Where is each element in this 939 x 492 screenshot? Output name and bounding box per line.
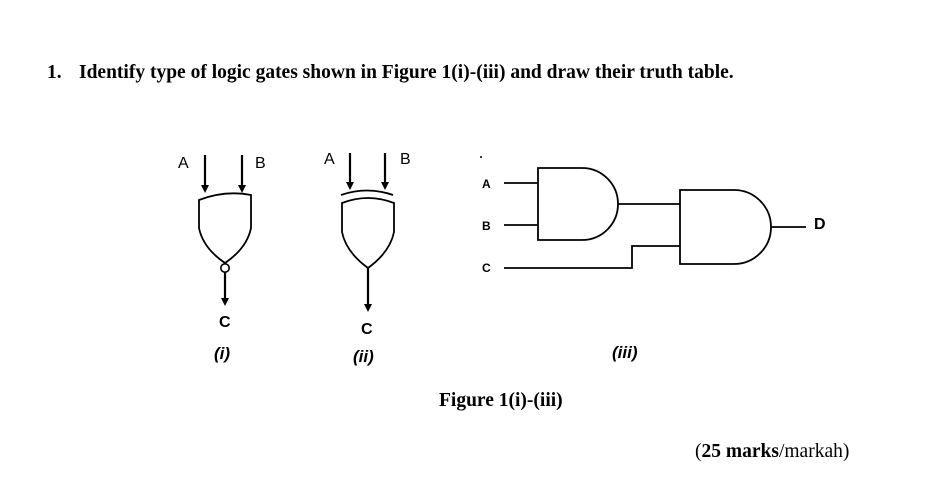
gate-iii-input-b-label: B bbox=[482, 219, 491, 233]
gate-ii-output-label: C bbox=[361, 321, 373, 338]
marks-rest: /markah) bbox=[778, 441, 850, 462]
gate-i-sublabel: (i) bbox=[214, 344, 231, 363]
gate-ii-xor-extra-curve bbox=[341, 191, 393, 196]
gate-i-inversion-bubble bbox=[221, 264, 229, 272]
gate-iii-input-a-label: A bbox=[482, 177, 491, 191]
gate-i-nor bbox=[178, 155, 266, 363]
gate-i-output-label: C bbox=[219, 314, 231, 331]
gate-iii-sublabel: (iii) bbox=[612, 343, 638, 362]
marks-open: ( bbox=[695, 441, 702, 462]
gate-ii-sublabel: (ii) bbox=[353, 347, 374, 366]
gate-iii-wire-c bbox=[504, 246, 680, 268]
gate-i-input-a-label: A bbox=[178, 155, 189, 172]
gate-ii-input-a-label: A bbox=[324, 151, 335, 168]
gate-iii-and-gate-2 bbox=[680, 190, 771, 264]
gate-iii-output-label: D bbox=[814, 216, 826, 233]
gate-iii-input-c-label: C bbox=[482, 261, 491, 275]
figure-caption: Figure 1(i)-(iii) bbox=[439, 390, 563, 411]
marks-allocation bbox=[695, 441, 849, 463]
gate-iii-and-gate-1 bbox=[538, 168, 618, 240]
question-number: 1. bbox=[47, 62, 62, 83]
gate-ii-body bbox=[342, 198, 394, 268]
gate-ii-xor bbox=[324, 151, 411, 366]
gate-ii-input-b-label: B bbox=[400, 151, 411, 168]
gate-i-input-b-label: B bbox=[255, 155, 266, 172]
gate-iii-and-circuit bbox=[480, 156, 826, 362]
question-body: Identify type of logic gates shown in Figure 1(i)-(iii) and draw their truth table. bbox=[79, 62, 734, 83]
gate-i-body bbox=[199, 193, 251, 263]
marks-bold: 25 marks bbox=[701, 441, 779, 462]
stray-dot bbox=[480, 156, 482, 158]
